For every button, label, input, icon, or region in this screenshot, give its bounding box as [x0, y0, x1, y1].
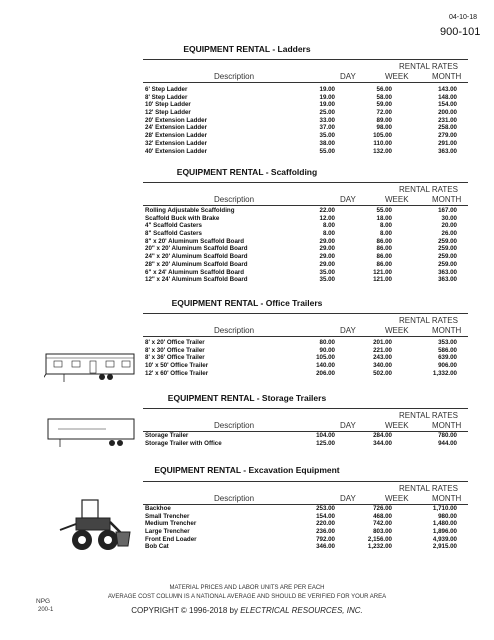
- table-row: [145, 520, 465, 528]
- table-row: [145, 215, 465, 223]
- week-rate: 344.00: [373, 439, 392, 447]
- week-rate: 86.00: [376, 237, 392, 245]
- table-row: [145, 432, 465, 440]
- day-rate: 35.00: [319, 268, 335, 276]
- table-row: [145, 253, 465, 261]
- table-row: [145, 269, 465, 277]
- day-rate: 29.00: [319, 245, 335, 253]
- description-header: Description: [214, 494, 255, 503]
- month-rate: 20.00: [441, 222, 457, 230]
- week-rate: 18.00: [376, 214, 392, 222]
- item-description: 8' x 20' Office Trailer: [145, 339, 205, 346]
- month-rate: 259.00: [438, 245, 457, 253]
- month-rate: 148.00: [438, 93, 457, 101]
- month-rate: 291.00: [438, 139, 457, 147]
- section-title: EQUIPMENT RENTAL - Storage Trailers: [167, 393, 327, 403]
- item-description: 10' Step Ladder: [145, 101, 191, 109]
- week-rate: 72.00: [376, 109, 392, 117]
- week-rate: 742.00: [373, 520, 392, 528]
- month-rate: 586.00: [438, 346, 457, 354]
- item-description: 8' x 30' Office Trailer: [145, 346, 205, 354]
- week-rate: 726.00: [373, 505, 392, 512]
- month-header: MONTH: [432, 494, 462, 503]
- week-rate: 132.00: [373, 147, 392, 155]
- rate-table: [145, 207, 465, 284]
- rate-table: [145, 339, 465, 377]
- month-header: MONTH: [432, 421, 462, 430]
- week-rate: 59.00: [376, 101, 392, 109]
- week-rate: 86.00: [376, 260, 392, 268]
- table-row: [145, 536, 465, 544]
- item-description: Medium Trencher: [145, 520, 197, 528]
- item-description: Backhoe: [145, 505, 171, 512]
- description-header: Description: [214, 195, 255, 204]
- item-description: 10' x 50' Office Trailer: [145, 362, 209, 370]
- item-description: Storage Trailer with Office: [145, 439, 222, 447]
- rental-rates-label: RENTAL RATES: [399, 411, 458, 420]
- day-rate: 104.00: [316, 432, 335, 439]
- day-rate: 19.00: [319, 86, 335, 93]
- day-header: DAY: [340, 494, 356, 503]
- week-rate: 110.00: [373, 139, 392, 147]
- week-header: WEEK: [385, 421, 409, 430]
- storage-trailer-illustration: [46, 417, 138, 451]
- table-row: [145, 94, 465, 102]
- week-rate: 8.00: [379, 222, 392, 230]
- month-header: MONTH: [432, 72, 462, 81]
- table-row: [145, 148, 465, 156]
- item-description: 28" x 20' Aluminum Scaffold Board: [145, 260, 248, 268]
- item-description: Rolling Adjustable Scaffolding: [145, 207, 235, 214]
- table-row: [145, 505, 465, 513]
- day-rate: 154.00: [316, 512, 335, 520]
- month-rate: 639.00: [438, 354, 457, 362]
- rate-table: [145, 432, 465, 447]
- column-header: [143, 408, 468, 432]
- item-description: Scaffold Buck with Brake: [145, 214, 220, 222]
- day-rate: 8.00: [322, 222, 335, 230]
- day-rate: 12.00: [319, 214, 335, 222]
- week-rate: 284.00: [373, 432, 392, 439]
- table-row: [145, 347, 465, 355]
- rate-table: [145, 86, 465, 155]
- month-rate: 363.00: [438, 276, 457, 284]
- day-rate: 25.00: [319, 109, 335, 117]
- item-description: Large Trencher: [145, 528, 190, 536]
- table-row: [145, 132, 465, 140]
- week-rate: 98.00: [376, 124, 392, 132]
- month-rate: 26.00: [441, 230, 457, 238]
- week-rate: 56.00: [376, 86, 392, 93]
- day-rate: 90.00: [319, 346, 335, 354]
- month-rate: 259.00: [438, 237, 457, 245]
- month-rate: 980.00: [438, 512, 457, 520]
- day-rate: 19.00: [319, 101, 335, 109]
- item-description: 8" Scaffold Casters: [145, 230, 202, 238]
- office-trailer-illustration: [44, 350, 140, 386]
- footer-note-2: AVERAGE COST COLUMN IS A NATIONAL AVERAGE AND SHOULD BE VERIFIED FOR YOUR AREA: [107, 594, 387, 600]
- week-rate: 2,156.00: [367, 535, 392, 543]
- item-description: 8' Step Ladder: [145, 93, 188, 101]
- table-row: [145, 124, 465, 132]
- day-rate: 29.00: [319, 260, 335, 268]
- week-header: WEEK: [385, 195, 409, 204]
- month-rate: 353.00: [438, 339, 457, 346]
- day-rate: 38.00: [319, 139, 335, 147]
- day-rate: 35.00: [319, 276, 335, 284]
- table-row: [145, 543, 465, 551]
- section-title: EQUIPMENT RENTAL - Scaffolding: [176, 167, 318, 177]
- week-rate: 105.00: [373, 132, 392, 140]
- item-description: 20' Extension Ladder: [145, 116, 207, 124]
- table-row: [145, 222, 465, 230]
- month-rate: 1,480.00: [432, 520, 457, 528]
- table-row: [145, 117, 465, 125]
- day-rate: 55.00: [319, 147, 335, 155]
- column-header: [143, 182, 468, 206]
- day-rate: 19.00: [319, 93, 335, 101]
- table-row: [145, 140, 465, 148]
- table-row: [145, 440, 465, 448]
- section-title: EQUIPMENT RENTAL - Ladders: [183, 44, 311, 54]
- item-description: Storage Trailer: [145, 432, 189, 439]
- month-rate: 259.00: [438, 253, 457, 261]
- month-rate: 4,939.00: [432, 535, 457, 543]
- week-rate: 8.00: [379, 230, 392, 238]
- month-rate: 2,915.00: [432, 543, 457, 551]
- item-description: 20" x 20' Aluminum Scaffold Board: [145, 245, 248, 253]
- week-rate: 201.00: [373, 339, 392, 346]
- table-row: [145, 362, 465, 370]
- week-header: WEEK: [385, 326, 409, 335]
- day-rate: 29.00: [319, 237, 335, 245]
- description-header: Description: [214, 326, 255, 335]
- week-rate: 1,232.00: [367, 543, 392, 551]
- month-rate: 200.00: [438, 109, 457, 117]
- day-header: DAY: [340, 72, 356, 81]
- day-rate: 792.00: [316, 535, 335, 543]
- week-header: WEEK: [385, 494, 409, 503]
- day-rate: 125.00: [316, 439, 335, 447]
- table-row: [145, 528, 465, 536]
- week-rate: 86.00: [376, 253, 392, 261]
- week-rate: 58.00: [376, 93, 392, 101]
- week-rate: 55.00: [376, 207, 392, 214]
- week-rate: 89.00: [376, 116, 392, 124]
- table-row: [145, 238, 465, 246]
- item-description: 6' Step Ladder: [145, 86, 188, 93]
- item-description: 6" x 24' Aluminum Scaffold Board: [145, 268, 245, 276]
- week-rate: 221.00: [373, 346, 392, 354]
- week-rate: 121.00: [373, 268, 392, 276]
- item-description: 40' Extension Ladder: [145, 147, 207, 155]
- item-description: 8' x 36' Office Trailer: [145, 354, 205, 362]
- week-rate: 243.00: [373, 354, 392, 362]
- item-description: Small Trencher: [145, 512, 190, 520]
- item-description: Front End Loader: [145, 535, 197, 543]
- week-rate: 468.00: [373, 512, 392, 520]
- column-header: [143, 59, 468, 83]
- week-header: WEEK: [385, 72, 409, 81]
- week-rate: 502.00: [373, 369, 392, 377]
- week-rate: 86.00: [376, 245, 392, 253]
- item-description: 4" Scaffold Casters: [145, 222, 202, 230]
- item-description: 24' Extension Ladder: [145, 124, 207, 132]
- npg-label: NPG: [36, 598, 51, 605]
- day-rate: 105.00: [316, 354, 335, 362]
- table-row: [145, 207, 465, 215]
- month-rate: 167.00: [438, 207, 457, 214]
- month-rate: 944.00: [438, 439, 457, 447]
- day-rate: 33.00: [319, 116, 335, 124]
- item-description: 24" x 20' Aluminum Scaffold Board: [145, 253, 248, 261]
- description-header: Description: [214, 421, 255, 430]
- day-rate: 346.00: [316, 543, 335, 551]
- month-rate: 1,896.00: [432, 528, 457, 536]
- rental-rates-label: RENTAL RATES: [399, 185, 458, 194]
- table-row: [145, 513, 465, 521]
- rental-rates-label: RENTAL RATES: [399, 484, 458, 493]
- month-rate: 1,332.00: [432, 369, 457, 377]
- month-rate: 30.00: [441, 214, 457, 222]
- day-rate: 206.00: [316, 369, 335, 377]
- day-rate: 253.00: [316, 505, 335, 512]
- month-header: MONTH: [432, 326, 462, 335]
- rate-table: [145, 505, 465, 551]
- item-description: 32' Extension Ladder: [145, 139, 207, 147]
- item-description: Bob Cat: [145, 543, 169, 551]
- day-rate: 37.00: [319, 124, 335, 132]
- table-row: [145, 86, 465, 94]
- copyright: [0, 606, 494, 615]
- rental-rates-label: RENTAL RATES: [399, 316, 458, 325]
- table-row: [145, 230, 465, 238]
- day-header: DAY: [340, 421, 356, 430]
- month-rate: 1,710.00: [432, 505, 457, 512]
- week-rate: 121.00: [373, 276, 392, 284]
- month-rate: 279.00: [438, 132, 457, 140]
- month-rate: 363.00: [438, 268, 457, 276]
- day-rate: 220.00: [316, 520, 335, 528]
- table-row: [145, 370, 465, 378]
- rental-rates-label: RENTAL RATES: [399, 62, 458, 71]
- table-row: [145, 339, 465, 347]
- column-header: [143, 481, 468, 505]
- month-header: MONTH: [432, 195, 462, 204]
- month-rate: 363.00: [438, 147, 457, 155]
- month-rate: 154.00: [438, 101, 457, 109]
- week-rate: 803.00: [373, 528, 392, 536]
- table-row: [145, 245, 465, 253]
- day-header: DAY: [340, 326, 356, 335]
- item-description: 12' x 60' Office Trailer: [145, 369, 209, 377]
- table-row: [145, 354, 465, 362]
- section-title: EQUIPMENT RENTAL - Office Trailers: [171, 298, 323, 308]
- item-description: 28' Extension Ladder: [145, 132, 207, 140]
- footer-note-1: MATERIAL PRICES AND LABOR UNITS ARE PER EACH: [169, 585, 325, 591]
- month-rate: 231.00: [438, 116, 457, 124]
- item-description: 12' Step Ladder: [145, 109, 191, 117]
- table-row: [145, 261, 465, 269]
- revision-date: 04-10-18: [449, 14, 478, 21]
- loader-illustration: [52, 496, 132, 556]
- copyright-prefix: COPYRIGHT © 1996-2018 by: [131, 606, 238, 615]
- day-rate: 140.00: [316, 362, 335, 370]
- company-name: ELECTRICAL RESOURCES, INC.: [240, 606, 363, 615]
- day-rate: 29.00: [319, 253, 335, 261]
- month-rate: 780.00: [438, 432, 457, 439]
- table-row: [145, 276, 465, 284]
- month-rate: 258.00: [438, 124, 457, 132]
- item-description: 8" x 20' Aluminum Scaffold Board: [145, 237, 245, 245]
- table-row: [145, 109, 465, 117]
- column-header: [143, 313, 468, 337]
- page-number: 200-1: [38, 607, 54, 613]
- day-rate: 22.00: [319, 207, 335, 214]
- day-header: DAY: [340, 195, 356, 204]
- month-rate: 143.00: [438, 86, 457, 93]
- day-rate: 35.00: [319, 132, 335, 140]
- week-rate: 340.00: [373, 362, 392, 370]
- table-row: [145, 101, 465, 109]
- day-rate: 8.00: [322, 230, 335, 238]
- day-rate: 80.00: [319, 339, 335, 346]
- month-rate: 906.00: [438, 362, 457, 370]
- section-code: 900-101: [440, 26, 481, 38]
- description-header: Description: [214, 72, 255, 81]
- month-rate: 259.00: [438, 260, 457, 268]
- day-rate: 236.00: [316, 528, 335, 536]
- item-description: 12" x 24' Aluminum Scaffold Board: [145, 276, 248, 284]
- section-title: EQUIPMENT RENTAL - Excavation Equipment: [154, 465, 340, 475]
